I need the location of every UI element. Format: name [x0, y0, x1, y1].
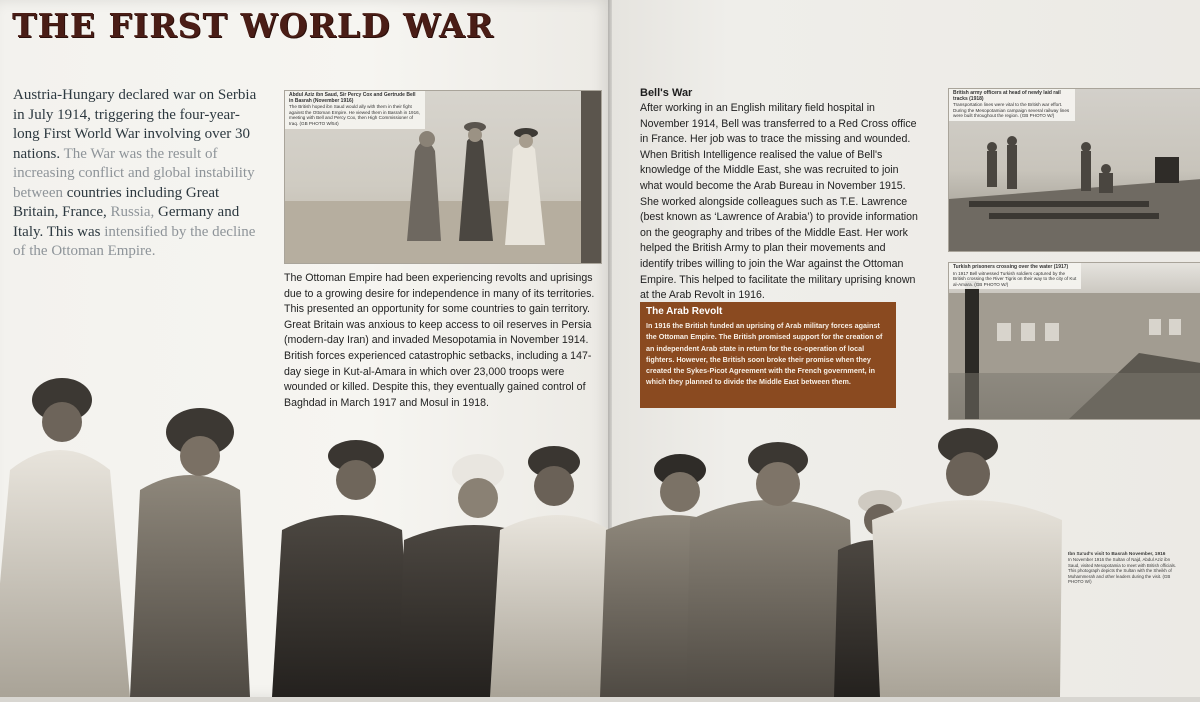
photo1-caption [285, 91, 425, 129]
intro-strong-2: countries including Great Britain, France, [13, 184, 220, 220]
photo3-caption-text: In 1917 Bell witnessed Turkish soldiers captured by the British crossing the River Tigris on their way to the city of Kut al-Amara. (GB PHOTO W/) [953, 270, 1077, 287]
photo2-caption-text: Transportation lines were vital to the British war effort. During the Mesopotamian campaign several railway lines were built throughout the region. (GB PHOTO W/) [953, 102, 1070, 119]
bells-war-paragraph: After working in an English military field hospital in November 1914, Bell was transferred to a Red Cross office in France. Her job was to trace the missing and wounded. When British Intelligence realised the value of Bell's knowledge of the Middle East, she was recruited to join what would become the Arab Bureau in November 1915. She worked alongside colleagues such as T.E. Lawrence (best known as ‘Lawrence of Arabia’) to provide information on the geography and tribes of the Middle East. Her work helped the British Army to plan their movements and identify tribes willing to join the War against the Ottoman Empire. This helped to facilitate the military uprising known at the Arab Revolt in 1916. [640, 102, 918, 302]
group-figures-graphic [0, 360, 1200, 697]
photo3-caption-title: Turkish prisoners crossing over the water (1917) [953, 264, 1069, 270]
photo2-caption-title: British army officers at head of newly laid rail tracks (1918) [953, 90, 1061, 102]
figures-caption-text: In November 1916 the Sultan of Najd, Abdul Aziz ibn Saud, visited Mesopotamia to meet with British officials. This photograph depicts the Sultan with the Sheikh of Muhammerah and other leaders during the visit. (GB PHOTO W/) [1068, 557, 1177, 585]
photo1-caption-title: Abdul Aziz ibn Saud, Sir Percy Cox and Gertrude Bell in Basrah (November 1916) [289, 92, 416, 104]
photo3-caption [949, 263, 1081, 289]
intro-soft-1: The War was the result of increasing conflict and global instability between [13, 145, 255, 201]
intro-soft-3: intensified by the decline of the Ottoman Empire. [13, 223, 256, 259]
bells-war-heading: Bell's War [640, 87, 693, 99]
ottoman-empire-paragraph: The Ottoman Empire had been experiencing revolts and uprisings due to a growing desire for independence in many of its territories. This presented an opportunity for some countries to gain territory. Great Britain was anxious to keep access to oil reserves in Persia (modern-day Iran) and invaded Mesopotamia in November 1914. British forces experienced catastrophic setbacks, including a 147-day siege in Kut-al-Amara in which over 23,000 troops were wounded or killed. Despite this, they eventually gained control of Baghdad in March 1917 and Mosul in 1918. [284, 272, 595, 409]
photo2-caption [949, 89, 1075, 121]
photo-ibn-saud-cox-bell [284, 90, 602, 264]
arab-revolt-title: The Arab Revolt [646, 306, 723, 317]
intro-paragraph [13, 86, 265, 262]
intro-strong-3: Germany and Italy. This was [13, 204, 240, 240]
group-photo-figures [0, 360, 1200, 697]
photo1-caption-text: The British hoped ibn Saud would ally with them in their fight against the Ottoman Empire. He viewed them in Basrah in 1916, meeting with Bell and Percy Cox, then High Commissioner of Iraq. (GB PHOTO W/54) [289, 104, 420, 126]
intro-soft-2: Russia, [110, 204, 155, 220]
page-title: THE FIRST WORLD WAR [12, 6, 495, 45]
arab-revolt-text: In 1916 the British funded an uprising of Arab military forces against the Ottoman Empire. The British promised support for the creation of an independent Arab state in return for the co-operation of local fighters. However, the British soon broke their promise when they created the Sykes-Picot Agreement with the French government, in which they planned to divide the Middle East between them. [646, 321, 883, 387]
intro-strong-1: Austria-Hungary declared war on Serbia in July 1914, triggering the four-year-long First World War involving over 30 nations. [13, 87, 257, 162]
figures-caption-title: Ibn Sa'ud's visit to Basrah November, 1916 [1068, 552, 1166, 557]
photo-rail-tracks [948, 88, 1200, 252]
